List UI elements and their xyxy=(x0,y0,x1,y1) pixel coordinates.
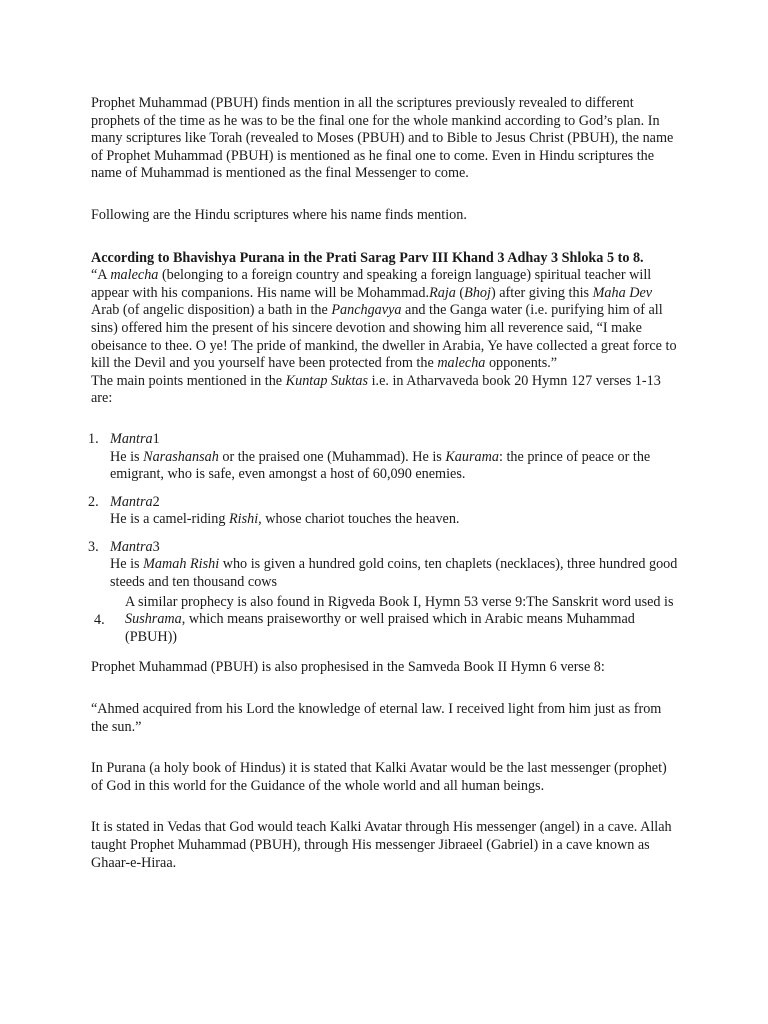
quote-text: (belonging to a foreign country and speaking a foreign language) spiritual teacher will appear with his companions. His name will be Mohammad. xyxy=(91,267,652,301)
mantra-title xyxy=(110,494,681,512)
kalki-vedas-paragraph: It is stated in Vedas that God would teach Kalki Avatar through His messenger (angel) in a cave. Allah taught Prophet Muhammad (PBUH), through His messenger Jibraeel (Gabriel) in a cave known as Ghaar-e-Hiraa. xyxy=(91,819,672,871)
bhavishya-quote xyxy=(91,267,681,373)
mantra-text-part: who is given a hundred gold coins, ten chaplets (necklaces), three hundred good steeds and ten thousand cows xyxy=(110,556,678,591)
quote-italic-term: malecha xyxy=(110,267,159,284)
mantra-list xyxy=(88,430,681,647)
mantra-title xyxy=(110,431,681,449)
mantra-text-part: He is xyxy=(110,556,144,573)
mantra-text-part: A similar prophecy is also found in Rigveda Book I, Hymn 53 verse 9:The Sanskrit word used is xyxy=(125,593,674,610)
mantra-number: 2 xyxy=(152,493,160,510)
quote-text: opponents.” xyxy=(485,355,558,372)
mantra-word: Mantra xyxy=(110,493,153,510)
kuntap-text: The main points mentioned in the xyxy=(91,372,286,389)
list-item xyxy=(88,538,681,592)
kuntap-italic-term: Kuntap Suktas xyxy=(285,372,369,389)
quote-italic-term: Raja xyxy=(429,284,456,301)
mantra-word: Mantra xyxy=(110,538,153,555)
mantra-italic-term: Mamah Rishi xyxy=(143,556,220,573)
kalki-purana-paragraph: In Purana (a holy book of Hindus) it is stated that Kalki Avatar would be the last messenger (prophet) of God in this world for the Guidance of the whole world and all human beings. xyxy=(91,760,667,794)
following-paragraph: Following are the Hindu scriptures where his name finds mention. xyxy=(91,206,467,223)
mantra-italic-term: Sushrama xyxy=(125,611,182,628)
kuntap-paragraph xyxy=(91,373,681,408)
quote-text: and the Ganga water (i.e. purifying him of all sins) offered him the present of his sincere devotion and showing him all reverence said, “I make obeisance to thee. O ye! The pride of mankind, the dweller in Arabia, Ye have collected a great force to kill the Devil and you yourself have been protected from the xyxy=(91,302,677,372)
mantra-italic-term: Kaurama xyxy=(445,448,499,465)
mantra-title xyxy=(110,539,681,557)
list-item xyxy=(88,430,681,484)
list-item xyxy=(91,594,681,647)
mantra-text-part: , which means praiseworthy or well praised which in Arabic means Muhammad (PBUH)) xyxy=(125,611,635,645)
quote-text: “A xyxy=(91,267,111,284)
samveda-paragraph: Prophet Muhammad (PBUH) is also prophesised in the Samveda Book II Hymn 6 verse 8: xyxy=(91,659,605,676)
mantra-text-part: He is xyxy=(110,448,144,465)
list-number: 1. xyxy=(88,430,99,447)
mantra-text-part: : the prince of peace or the emigrant, who is safe, even amongst a host of 60,090 enemies. xyxy=(110,448,651,483)
list-item xyxy=(88,493,681,529)
mantra-text xyxy=(110,449,681,484)
mantra-word: Mantra xyxy=(110,430,153,447)
document-body xyxy=(88,95,681,872)
mantra-text-part: He is a camel-riding xyxy=(110,511,229,528)
mantra-text xyxy=(110,556,681,591)
quote-italic-term: Maha Dev xyxy=(592,284,653,301)
quote-italic-term: Panchgavya xyxy=(331,302,402,319)
quote-text: ) after giving this xyxy=(490,284,593,301)
mantra-italic-term: Narashansah xyxy=(143,448,219,465)
intro-paragraph: Prophet Muhammad (PBUH) finds mention in all the scriptures previously revealed to different prophets of the time as he was to be the final one for the whole mankind according to God’s plan. In many scriptures like Torah (revealed to Moses (PBUH) and to Bible to Jesus Christ (PBUH), the name of Prophet Muhammad (PBUH) is mentioned as he final one to come. Even in Hindu scriptures the name of Muhammad is mentioned as the final Messenger to come. xyxy=(91,95,674,182)
mantra-number: 3 xyxy=(152,538,160,555)
list-number: 4. xyxy=(94,611,105,628)
quote-text: Arab (of angelic disposition) a bath in the xyxy=(91,302,332,319)
bhavishya-heading: According to Bhavishya Purana in the Prati Sarag Parv III Khand 3 Adhay 3 Shloka 5 to 8. xyxy=(91,249,644,266)
mantra-italic-term: Rishi xyxy=(228,511,259,528)
list-number: 3. xyxy=(88,538,99,555)
ahmed-quote: “Ahmed acquired from his Lord the knowledge of eternal law. I received light from him just as from the sun.” xyxy=(91,701,662,735)
mantra-number: 1 xyxy=(152,430,160,447)
quote-text: ( xyxy=(455,284,465,301)
kuntap-text: i.e. in Atharvaveda book 20 Hymn 127 verses 1-13 are: xyxy=(91,372,661,407)
list-number: 2. xyxy=(88,493,99,510)
mantra-text xyxy=(125,594,681,647)
mantra-text-part: , whose chariot touches the heaven. xyxy=(258,511,460,528)
quote-italic-term: Bhoj xyxy=(464,284,491,301)
mantra-text-part: or the praised one (Muhammad). He is xyxy=(218,448,446,465)
mantra-text xyxy=(110,511,681,529)
quote-italic-term: malecha xyxy=(437,355,486,372)
